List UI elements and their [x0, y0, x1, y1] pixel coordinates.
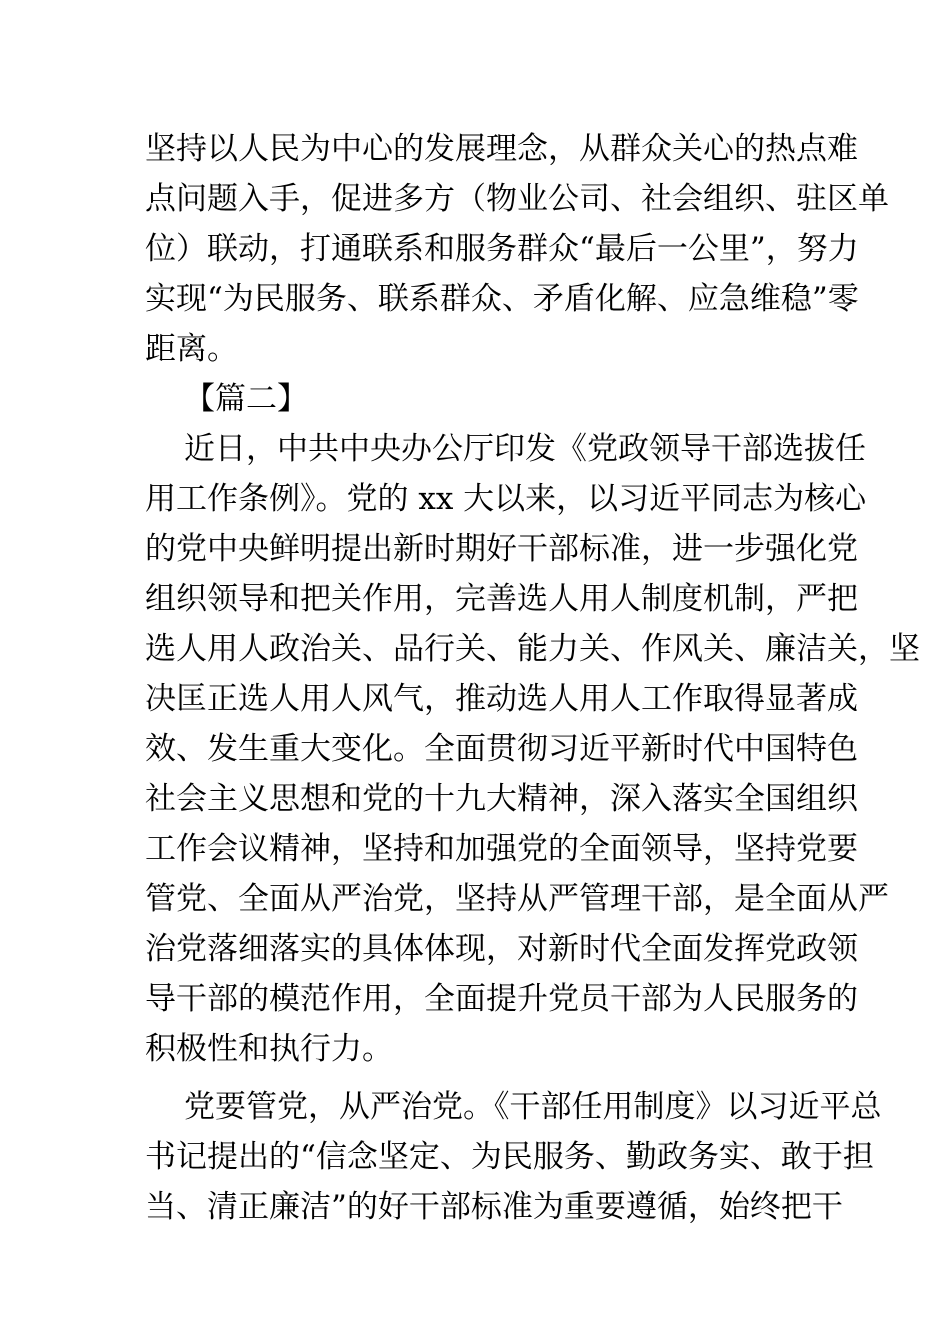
text-line: 用工作条例》。党的 xx 大以来，以习近平同志为核心	[145, 481, 867, 517]
text-line: 选人用人政治关、品行关、能力关、作风关、廉洁关，坚	[145, 631, 920, 667]
paragraph-1	[145, 124, 889, 374]
text-line: 治党落细落实的具体体现，对新时代全面发挥党政领	[145, 931, 858, 967]
document-body	[145, 124, 920, 1232]
text-line: 组织领导和把关作用，完善选人用人制度机制，严把	[145, 581, 858, 617]
text-line: 管党、全面从严治党，坚持从严管理干部，是全面从严	[145, 881, 889, 917]
text-line: 决匡正选人用人风气，推动选人用人工作取得显著成	[145, 681, 858, 717]
paragraph-3	[145, 1082, 882, 1232]
section-heading: 【篇二】	[184, 381, 308, 417]
paragraph-2	[145, 424, 920, 1074]
text-line: 近日，中共中央办公厅印发《党政领导干部选拔任	[184, 431, 866, 467]
text-line: 积极性和执行力。	[145, 1031, 393, 1067]
text-line: 的党中央鲜明提出新时期好干部标准，进一步强化党	[145, 531, 858, 567]
text-line: 点问题入手，促进多方（物业公司、社会组织、驻区单	[145, 181, 889, 217]
text-line: 实现“为民服务、联系群众、矛盾化解、应急维稳”零	[145, 281, 859, 317]
text-line: 距离。	[145, 331, 238, 367]
paragraph-gap	[145, 1074, 810, 1082]
text-line: 导干部的模范作用，全面提升党员干部为人民服务的	[145, 981, 858, 1017]
text-line: 工作会议精神，坚持和加强党的全面领导，坚持党要	[145, 831, 858, 867]
text-line: 效、发生重大变化。全面贯彻习近平新时代中国特色	[145, 731, 858, 767]
text-line: 社会主义思想和党的十九大精神，深入落实全国组织	[145, 781, 858, 817]
text-line: 当、清正廉洁”的好干部标准为重要遵循，始终把干	[145, 1189, 843, 1225]
text-line: 党要管党，从严治党。《干部任用制度》以习近平总	[184, 1089, 882, 1125]
text-line: 坚持以人民为中心的发展理念，从群众关心的热点难	[145, 131, 858, 167]
text-line: 书记提出的“信念坚定、为民服务、勤政务实、敢于担	[145, 1139, 874, 1175]
text-line: 位）联动，打通联系和服务群众“最后一公里”，努力	[145, 231, 859, 267]
